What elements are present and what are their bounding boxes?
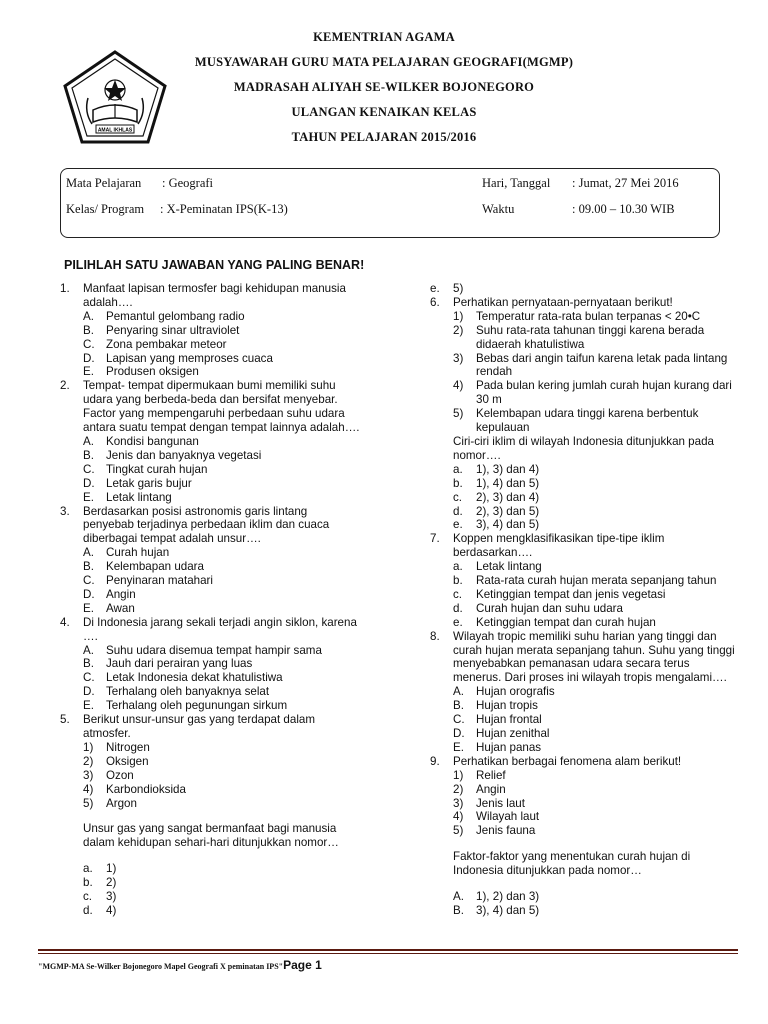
date-value: : Jumat, 27 Mei 2016 xyxy=(572,176,679,190)
option: A. Hujan orografis xyxy=(453,685,555,699)
option: 1) Temperatur rata-rata bulan terpanas < 20•C xyxy=(453,309,701,323)
time-label: Waktu xyxy=(482,202,515,216)
option: d. Curah hujan dan suhu udara xyxy=(453,601,623,615)
option: C. Penyinaran matahari xyxy=(83,574,213,588)
question-followup-text: Unsur gas yang sangat bermanfaat bagi manusia dalam kehidupan sehari-hari ditunjukkan nomor… xyxy=(83,822,339,850)
option: 4) Pada bulan kering jumlah curah hujan kurang dari 30 m xyxy=(453,379,732,407)
option: E. Letak lintang xyxy=(83,490,172,504)
option: B. 3), 4) dan 5) xyxy=(453,903,540,917)
question-followup-text: Ciri-ciri iklim di wilayah Indonesia ditunjukkan pada nomor…. xyxy=(453,434,714,462)
time-value: : 09.00 – 10.30 WIB xyxy=(572,202,675,216)
question-text: Wilayah tropic memiliki suhu harian yang tinggi dan curah hujan merata sepanjang tahun. Suhu yang tinggi menyebabkan pemanasan udara secara terus menerus. Dari proses ini wilayah tropis mengalami…. xyxy=(453,629,735,685)
footer-text: "MGMP-MA Se-Wilker Bojonegoro Mapel Geografi X peminatan IPS" xyxy=(38,962,284,971)
questions-right-column xyxy=(430,282,735,918)
option: 1) Relief xyxy=(453,768,506,782)
option: 5) Jenis fauna xyxy=(453,824,536,838)
option: 5) Kelembapan udara tinggi karena berbentuk kepulauan xyxy=(453,407,699,435)
question-text: Manfaat lapisan termosfer bagi kehidupan manusia adalah…. xyxy=(83,282,346,309)
footer-divider xyxy=(38,949,738,951)
option: C. Hujan frontal xyxy=(453,713,542,727)
class-value: : X-Peminatan IPS(K-13) xyxy=(160,202,288,216)
option: d. 2), 3) dan 5) xyxy=(453,504,540,518)
option: 5) Argon xyxy=(83,796,137,810)
question-1 xyxy=(60,282,360,379)
option: D. Hujan zenithal xyxy=(453,727,550,740)
option: 3) Ozon xyxy=(83,768,134,782)
option: B. Penyaring sinar ultraviolet xyxy=(83,323,240,337)
option: 3) Bebas dari angin taifun karena letak pada lintang rendah xyxy=(453,351,728,379)
question-number: 5. xyxy=(60,713,70,727)
question-2 xyxy=(60,379,360,504)
question-text: Perhatikan pernyataan-pernyataan berikut! xyxy=(453,295,673,309)
option: b. Rata-rata curah hujan merata sepanjang tahun xyxy=(453,574,717,588)
option: E. Produsen oksigen xyxy=(83,365,199,379)
question-number: 2. xyxy=(60,379,70,393)
subject-value: : Geografi xyxy=(162,176,214,190)
header-line-exam: ULANGAN KENAIKAN KELAS xyxy=(291,105,477,119)
question-text: Perhatikan berbagai fenomena alam berikut! xyxy=(453,754,682,768)
option: b. 1), 4) dan 5) xyxy=(453,476,540,490)
question-6 xyxy=(430,296,735,532)
option: D. Lapisan yang memproses cuaca xyxy=(83,351,273,365)
option: B. Jenis dan banyaknya vegetasi xyxy=(83,448,262,462)
class-label: Kelas/ Program xyxy=(66,202,145,216)
question-text: Di Indonesia jarang sekali terjadi angin siklon, karena …. xyxy=(83,615,357,643)
option: D. Angin xyxy=(83,587,136,601)
option: A. Suhu udara disemua tempat hampir sama xyxy=(83,643,322,657)
instruction-heading: PILIHLAH SATU JAWABAN YANG PALING BENAR! xyxy=(64,258,365,272)
option: 2) Suhu rata-rata tahunan tinggi karena berada didaerah khatulistiwa xyxy=(453,323,705,351)
option: B. Hujan tropis xyxy=(453,699,538,713)
ministry-logo xyxy=(60,48,170,146)
question-text: Berikut unsur-unsur gas yang terdapat dalam atmosfer. xyxy=(83,713,316,740)
option: A. Pemantul gelombang radio xyxy=(83,309,245,323)
header-line-ministry: KEMENTRIAN AGAMA xyxy=(313,30,455,44)
option: D. Letak garis bujur xyxy=(83,476,192,490)
option: c. 2), 3) dan 4) xyxy=(453,490,540,504)
question-text: Koppen mengklasifikasikan tipe-tipe iklim berdasarkan…. xyxy=(453,532,665,560)
option: C. Letak Indonesia dekat khatulistiwa xyxy=(83,671,283,685)
option: c. Ketinggian tempat dan jenis vegetasi xyxy=(453,587,666,601)
question-3 xyxy=(60,505,360,616)
option: B. Jauh dari perairan yang luas xyxy=(83,657,253,671)
question-5 xyxy=(60,713,360,918)
option: e. 5) xyxy=(430,282,464,295)
option: e. 3), 4) dan 5) xyxy=(453,518,540,532)
option: C. Tingkat curah hujan xyxy=(83,462,208,476)
questions-left-column xyxy=(60,282,360,918)
question-number: 4. xyxy=(60,615,70,629)
question-followup-text: Faktor-faktor yang menentukan curah hujan di Indonesia ditunjukkan pada nomor… xyxy=(453,850,691,878)
subject-label: Mata Pelajaran xyxy=(66,176,142,190)
option: c. 3) xyxy=(83,890,117,904)
header-line-madrasah: MADRASAH ALIYAH SE-WILKER BOJONEGORO xyxy=(233,80,535,94)
header-line-mgmp: MUSYAWARAH GURU MATA PELAJARAN GEOGRAFI(MGMP) xyxy=(194,55,574,69)
footer-divider-thin xyxy=(38,953,738,954)
option: B. Kelembapan udara xyxy=(83,560,204,574)
option: C. Zona pembakar meteor xyxy=(83,337,227,351)
logo-motto: AMAL IKHLAS xyxy=(97,127,133,134)
option: e. Ketinggian tempat dan curah hujan xyxy=(453,615,656,629)
question-7 xyxy=(430,532,735,629)
page-number: Page 1 xyxy=(283,958,322,972)
question-number: 9. xyxy=(430,754,440,768)
option: 3) Jenis laut xyxy=(453,796,525,810)
option: E. Hujan panas xyxy=(453,740,542,754)
question-number: 3. xyxy=(60,504,70,518)
option: A. 1), 2) dan 3) xyxy=(453,890,540,904)
option: E. Awan xyxy=(83,601,135,615)
question-4 xyxy=(60,616,360,713)
question-8 xyxy=(430,630,735,755)
option: E. Terhalang oleh pegunungan sirkum xyxy=(83,699,288,713)
option: a. 1) xyxy=(83,862,117,876)
question-9 xyxy=(430,755,735,918)
option: 1) Nitrogen xyxy=(83,740,150,754)
option: A. Kondisi bangunan xyxy=(83,434,199,448)
question-number: 1. xyxy=(60,282,70,295)
question-number: 6. xyxy=(430,295,440,309)
option: b. 2) xyxy=(83,876,117,890)
option: 2) Oksigen xyxy=(83,754,149,768)
option: 4) Karbondioksida xyxy=(83,782,186,796)
option: 2) Angin xyxy=(453,782,506,796)
page-footer xyxy=(38,958,322,972)
option: 4) Wilayah laut xyxy=(453,810,540,824)
question-number: 8. xyxy=(430,629,440,643)
question-number: 7. xyxy=(430,532,440,546)
option: a. 1), 3) dan 4) xyxy=(453,462,540,476)
header-line-year: TAHUN PELAJARAN 2015/2016 xyxy=(291,130,477,144)
option: A. Curah hujan xyxy=(83,546,170,560)
option: a. Letak lintang xyxy=(453,560,542,574)
date-label: Hari, Tanggal xyxy=(482,176,551,190)
question-text: Tempat- tempat dipermukaan bumi memiliki suhu udara yang berbeda-beda dan bersifat menyebar. Factor yang mempengaruhi perbedaan suhu udara antara suatu tempat dengan tempat lainnya adalah…. xyxy=(83,379,360,435)
option: d. 4) xyxy=(83,903,117,917)
question-text: Berdasarkan posisi astronomis garis lintang penyebab terjadinya perbedaan iklim dan cuaca diberbagai tempat adalah unsur…. xyxy=(83,504,330,546)
option: D. Terhalang oleh banyaknya selat xyxy=(83,685,270,699)
